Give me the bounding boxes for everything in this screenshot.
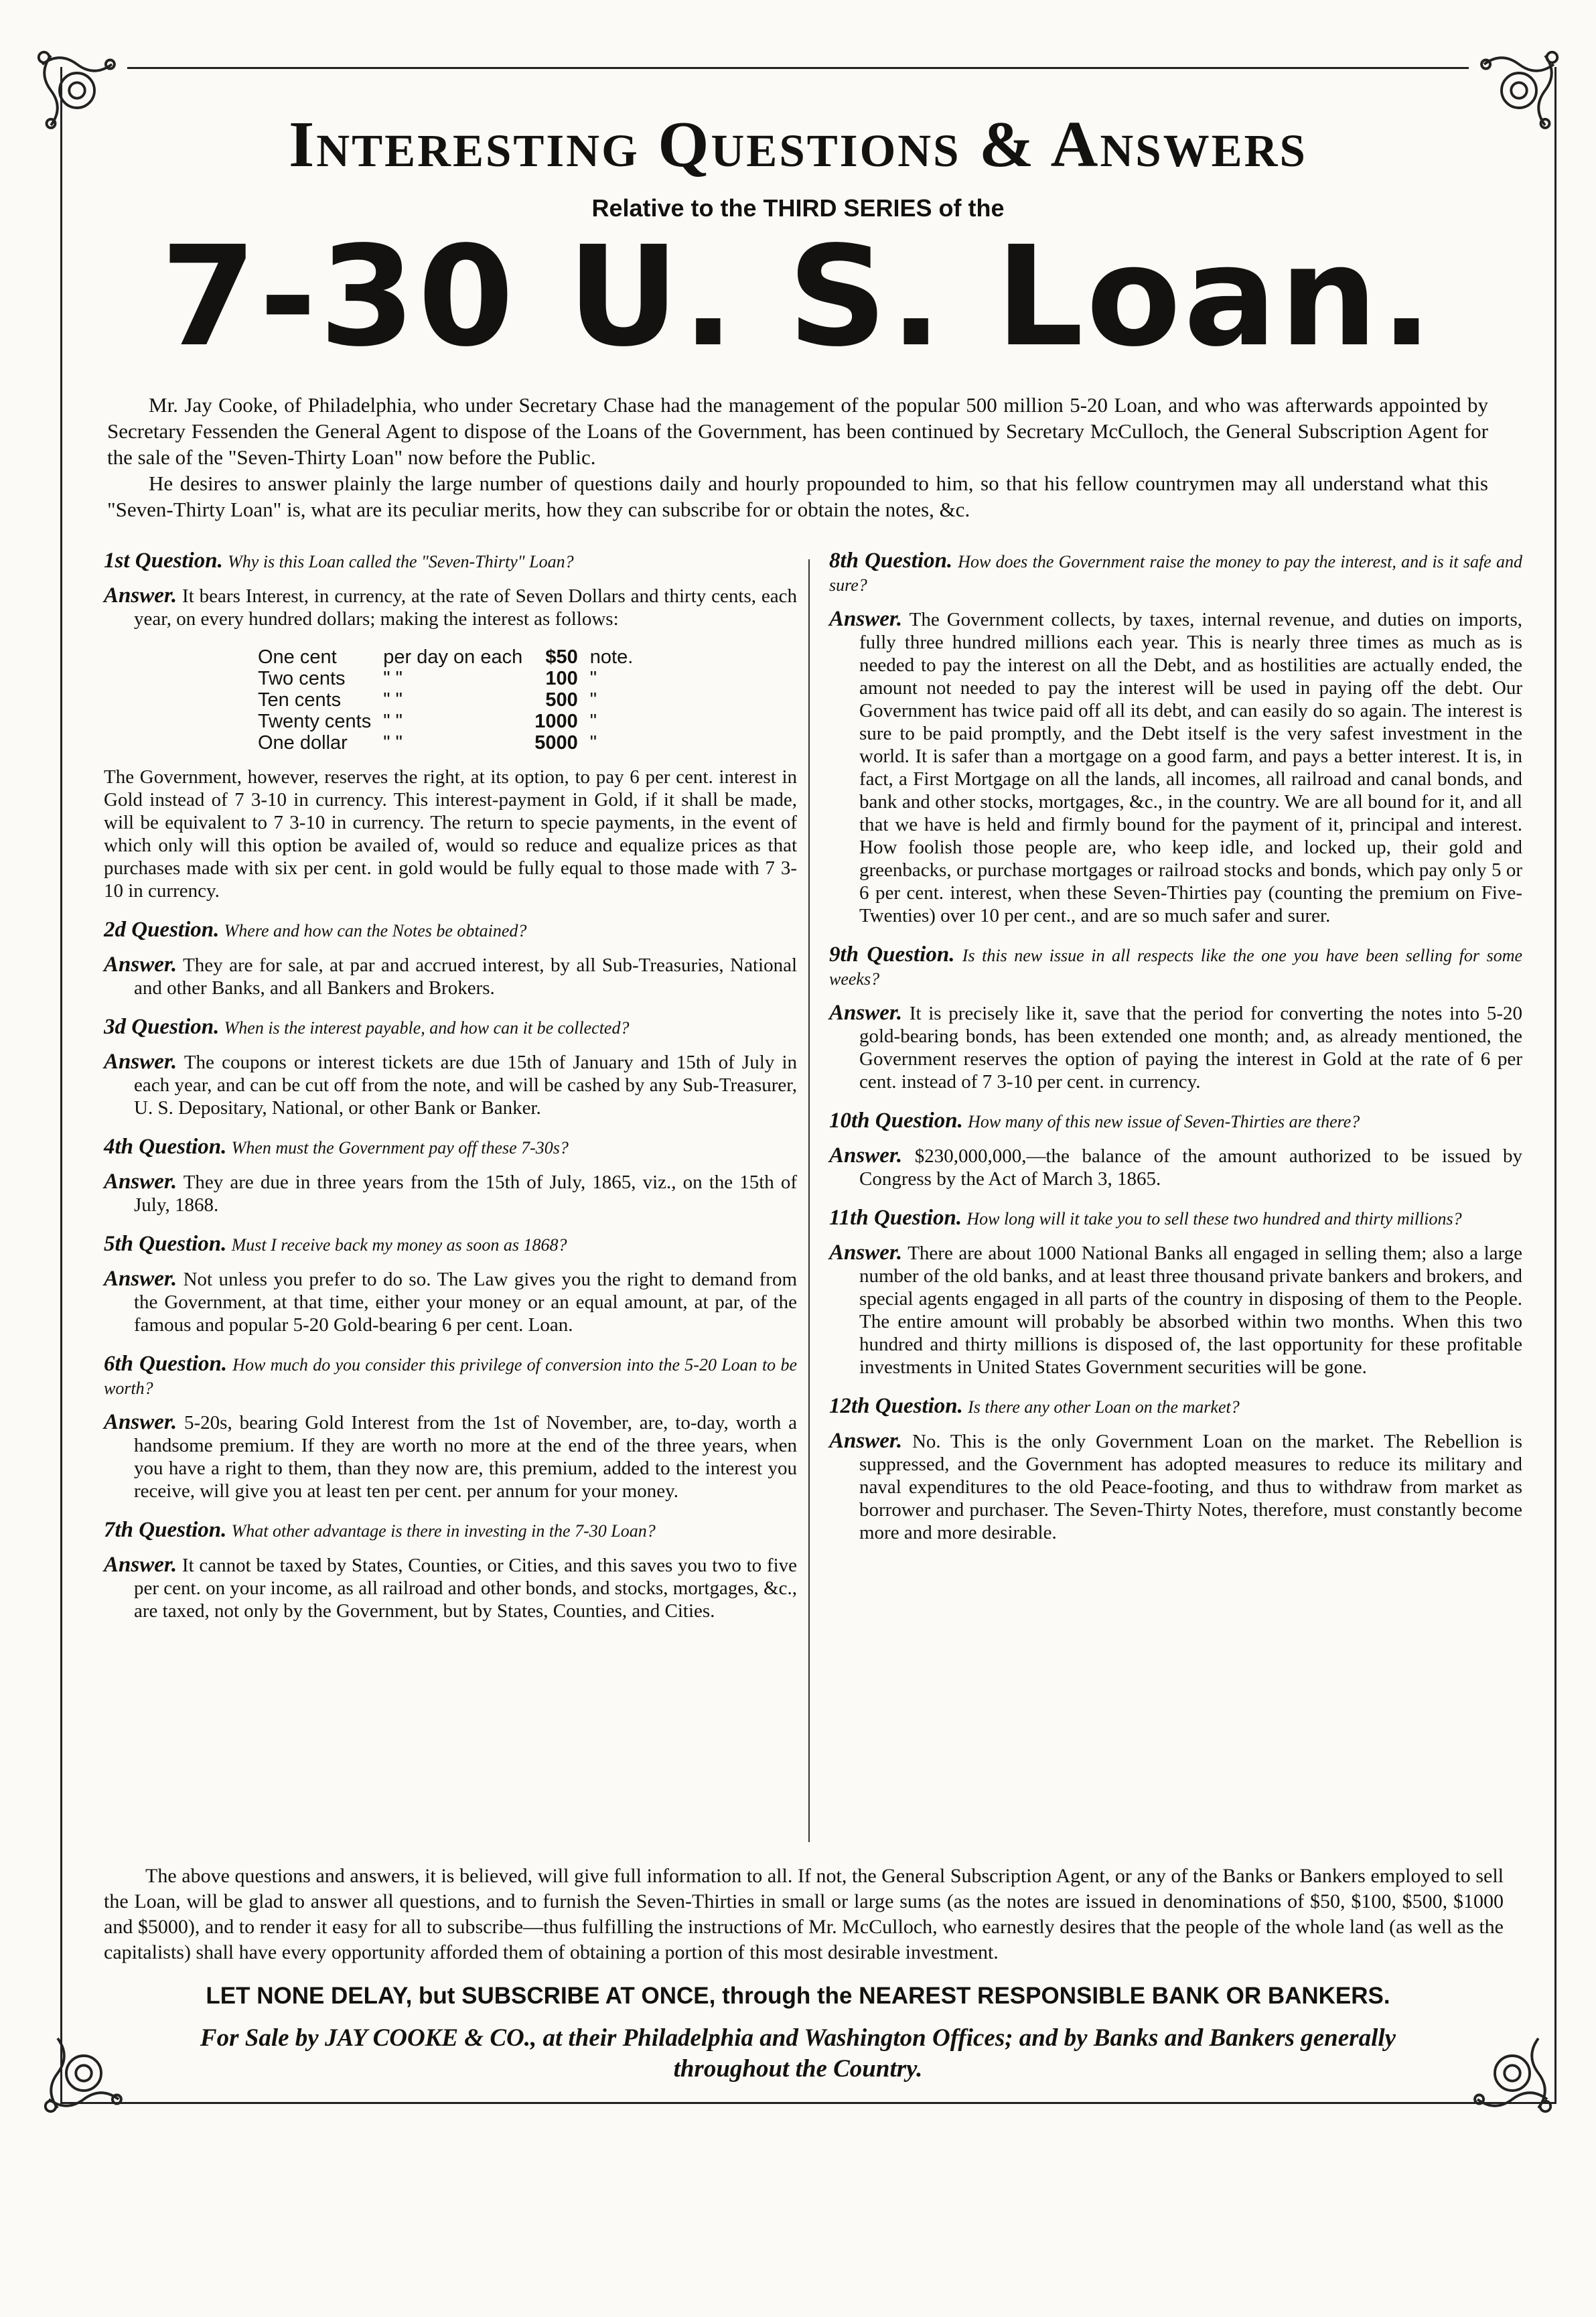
answer-text: $230,000,000,—the balance of the amount authorized to be issued by Congress by the Act of March 3, 1865.	[859, 1145, 1523, 1190]
question	[104, 1135, 797, 1160]
question-label: 2d Question.	[104, 918, 220, 942]
top-border-rule	[127, 67, 1469, 69]
intro-paragraph: He desires to answer plainly the large number of questions daily and hourly propounded to him, so that his fellow countrymen may all understand what this "Seven-Thirty Loan" is, what are its peculiar merits, how they can subscribe for or obtain the notes, &c.	[107, 472, 1488, 521]
rate-value: $50	[545, 646, 578, 668]
answer-label: Answer.	[829, 607, 903, 631]
answer-label: Answer.	[829, 1429, 903, 1453]
question-label: 1st Question.	[104, 549, 223, 573]
question	[829, 549, 1522, 597]
rate-amount: One dollar	[258, 732, 348, 754]
answer	[104, 1267, 797, 1336]
intro-paragraph: Mr. Jay Cooke, of Philadelphia, who under Secretary Chase had the management of the popular 500 million 5-20 Loan, and who was afterwards appointed by Secretary Fessenden the General Agent to dispose of the Loans of the Government, has been continued by Secretary McCulloch, the General Subscription Agent for the sale of the "Seven-Thirty Loan" now before the Public.	[107, 393, 1488, 469]
answer	[829, 608, 1522, 927]
page-subtitle: Relative to the THIRD SERIES of the	[591, 194, 1005, 222]
question-label: 12th Question.	[829, 1394, 963, 1418]
rate-value: 5000	[534, 732, 578, 754]
answer-label: Answer.	[104, 583, 177, 608]
question-text: How many of this new issue of Seven-Thirties are there?	[968, 1112, 1360, 1131]
rate-per: " "	[383, 711, 403, 732]
page-title: Interesting Questions & Answers	[289, 109, 1307, 181]
interest-rate-table	[258, 646, 645, 754]
question-text: Where and how can the Notes be obtained?	[224, 921, 527, 940]
answer-text: It cannot be taxed by States, Counties, or Cities, and this saves you two to five per cent. on your income, as all railroad and other bonds, and stocks, mortgages, &c., are taxed, not only by the Government, but by States, Counties, and Cities.	[134, 1555, 797, 1622]
rate-unit: "	[589, 732, 597, 754]
question	[829, 1395, 1522, 1419]
answer-label: Answer.	[104, 1553, 177, 1577]
question-label: 6th Question.	[104, 1352, 228, 1376]
table-row	[258, 689, 645, 711]
question-text: When must the Government pay off these 7-30s?	[231, 1138, 569, 1157]
question-text: Must I receive back my money as soon as 1868?	[231, 1235, 567, 1255]
question-label: 5th Question.	[104, 1232, 227, 1256]
answer	[104, 1170, 797, 1216]
rate-unit: "	[589, 689, 597, 711]
answer-text: They are for sale, at par and accrued interest, by all Sub-Treasuries, National and other Banks, and all Bankers and Brokers.	[134, 955, 797, 999]
right-column	[829, 549, 1522, 1560]
answer-text: The coupons or interest tickets are due 15th of January and 15th of July in each year, and can be cut off from the note, and will be cashed by any Sub-Treasurer, U. S. Depositary, National, or other Bank or Banker.	[134, 1052, 797, 1119]
answer-label: Answer.	[104, 1410, 177, 1434]
call-to-action: LET NONE DELAY, but SUBSCRIBE AT ONCE, through the NEAREST RESPONSIBLE BANK OR BANKERS.	[206, 1983, 1390, 2009]
question-text: How does the Government raise the money to pay the interest, and is it safe and sure?	[829, 552, 1523, 595]
answer-label: Answer.	[104, 1170, 177, 1194]
rate-unit: note.	[589, 646, 634, 668]
answer-text: No. This is the only Government Loan on the market. The Rebellion is suppressed, and the Government has adopted measures to reduce its military and naval expenditures to the old Peace-footing, and thus to withdraw from market as borrower and purchaser. The Seven-Thirty Notes, therefore, must constantly become more and more desirable.	[859, 1431, 1522, 1543]
answer-text: It bears Interest, in currency, at the rate of Seven Dollars and thirty cents, each year, on every hundred dollars; making the interest as follows:	[134, 585, 798, 630]
answer-text: The Government collects, by taxes, internal revenue, and duties on imports, fully three hundred millions each year. This is nearly three times as much as is needed to pay the interest on all the Debt, and as hostilities are actually ended, the amount not needed to pay the interest will be used in paying off the debt. Our Government has twice paid off all its debt, and can easily do so again. The interest is sure to be paid promptly, and the Debt itself is the very safest investment in the world. It is safer than a mortgage on a good farm, and pays a better interest. It is, in fact, a First Mortgage on all the lands, all incomes, all railroad and canal bonds, and bank and other stocks, mortgages, &c., in the country. We are all bound for it, and all that we have is held and firmly bound for the payment of it, principal and interest. How foolish those people are, who keep idle, and locked up, their gold and greenbacks, or purchase mortgages or railroad stocks and bonds, which pay only 5 or 6 per cent. interest, when these Seven-Thirties pay (counting the premium on Five-Twenties) over 10 per cent., and are so much safer and surer.	[859, 609, 1522, 926]
table-row	[258, 668, 645, 689]
question-text: Why is this Loan called the "Seven-Thirty" Loan?	[228, 552, 574, 571]
question	[104, 1519, 797, 1543]
answer-label: Answer.	[829, 1001, 903, 1025]
table-row	[258, 711, 645, 732]
answer-text: Not unless you prefer to do so. The Law gives you the right to demand from the Government, at that time, either your money or an equal amount, at par, of the famous and popular 5-20 Gold-bearing 6 per cent. Loan.	[134, 1269, 798, 1336]
question	[104, 1233, 797, 1257]
column-divider	[808, 559, 810, 1842]
answer	[104, 1050, 797, 1119]
question	[829, 1206, 1522, 1231]
answer-text: 5-20s, bearing Gold Interest from the 1st of November, are, to-day, worth a handsome premium. If they are worth no more at the end of the three years, when you have a right to them, than they now are, this premium, added to the interest you receive, will give you at least ten per cent. per annum for your money.	[134, 1412, 798, 1502]
question-label: 7th Question.	[104, 1518, 227, 1542]
answer	[104, 584, 797, 630]
answer-label: Answer.	[829, 1143, 903, 1168]
question-label: 8th Question.	[829, 549, 953, 573]
answer	[104, 1411, 797, 1502]
answer	[829, 1001, 1522, 1093]
answer-label: Answer.	[829, 1241, 903, 1265]
answer	[829, 1241, 1522, 1379]
rate-per: " "	[383, 689, 403, 711]
rate-per: " "	[383, 668, 403, 689]
rate-unit: "	[589, 668, 597, 689]
rate-unit: "	[589, 711, 597, 732]
left-column	[104, 549, 797, 1638]
question-text: What other advantage is there in investing in the 7-30 Loan?	[231, 1521, 656, 1541]
question	[829, 943, 1522, 991]
answer-label: Answer.	[104, 1267, 177, 1291]
question-label: 3d Question.	[104, 1015, 220, 1039]
question	[104, 549, 797, 573]
question-text: How long will it take you to sell these two hundred and thirty millions?	[966, 1209, 1462, 1228]
sale-notice: For Sale by JAY COOKE & CO., at their Philadelphia and Washington Offices; and by Banks and Bankers generally throughout the Country.	[200, 2024, 1396, 2083]
answer	[829, 1429, 1522, 1544]
rate-per: " "	[383, 732, 403, 754]
corner-ornament-icon	[1469, 2030, 1556, 2117]
question-text: Is there any other Loan on the market?	[968, 1397, 1240, 1417]
question	[104, 1352, 797, 1400]
loan-title: 7-30 U. S. Loan.	[160, 216, 1436, 377]
rate-value: 500	[545, 689, 578, 711]
question	[104, 918, 797, 942]
question	[829, 1109, 1522, 1133]
rate-amount: Ten cents	[258, 689, 342, 711]
question-label: 11th Question.	[829, 1206, 962, 1230]
rate-value: 100	[545, 668, 578, 689]
rate-amount: Two cents	[258, 668, 346, 689]
answer-continuation: The Government, however, reserves the right, at its option, to pay 6 per cent. interest in Gold instead of 7 3-10 in currency. This interest-payment in Gold, if it shall be made, will be equivalent to 7 3-10 in currency. The return to specie payments, in the event of which only will this option be availed of, would so reduce and equalize prices as that purchases made with six per cent. in gold would be fully equal to those made with 7 3-10 in currency.	[104, 766, 797, 902]
answer	[104, 1553, 797, 1622]
answer	[104, 953, 797, 999]
question-text: Is this new issue in all respects like the one you have been selling for some weeks?	[829, 946, 1523, 989]
question-label: 10th Question.	[829, 1109, 963, 1133]
answer-text: There are about 1000 National Banks all engaged in selling them; also a large number of the old banks, and at least three thousand private bankers and brokers, and special agents engaged in all parts of the country in disposing of them to the People. The entire amount will probably be absorbed within two months. When this two hundred and thirty millions is disposed of, the last opportunity for these profitable investments in United States Government securities will be gone.	[859, 1243, 1522, 1378]
rate-value: 1000	[534, 711, 578, 732]
answer-label: Answer.	[104, 953, 177, 977]
question-label: 4th Question.	[104, 1135, 227, 1159]
question-text: When is the interest payable, and how can it be collected?	[224, 1018, 630, 1038]
answer-text: They are due in three years from the 15th of July, 1865, viz., on the 15th of July, 1868.	[134, 1172, 797, 1216]
answer-text: It is precisely like it, save that the period for converting the notes into 5-20 gold-bearing bonds, has been extended one month; and, as already mentioned, the Government reserves the option of paying the interest in Gold at the rate of 6 per cent. instead of 7 3-10 per cent. in currency.	[859, 1003, 1522, 1093]
closing-section	[104, 1864, 1504, 1965]
table-row	[258, 646, 645, 668]
question	[104, 1015, 797, 1040]
answer	[829, 1144, 1522, 1190]
intro-section	[107, 392, 1488, 522]
rate-amount: One cent	[258, 646, 337, 668]
question-text: How much do you consider this privilege of conversion into the 5-20 Loan to be worth?	[104, 1355, 797, 1398]
closing-paragraph: The above questions and answers, it is believed, will give full information to all. If not, the General Subscription Agent, or any of the Banks or Bankers employed to sell the Loan, will be glad to answer all questions, and to furnish the Seven-Thirties in small or large sums (as the notes are issued in denominations of $50, $100, $500, $1000 and $5000), and to render it easy for all to subscribe—thus fulfilling the instructions of Mr. McCulloch, who earnestly desires that the people of the whole land (as well as the capitalists) shall have every opportunity afforded them of obtaining a portion of this most desirable investment.	[104, 1865, 1504, 1963]
question-label: 9th Question.	[829, 942, 955, 967]
answer-label: Answer.	[104, 1050, 177, 1074]
corner-ornament-icon	[40, 2030, 127, 2117]
rate-amount: Twenty cents	[258, 711, 372, 732]
rate-per: per day on each	[383, 646, 523, 668]
table-row	[258, 732, 645, 754]
